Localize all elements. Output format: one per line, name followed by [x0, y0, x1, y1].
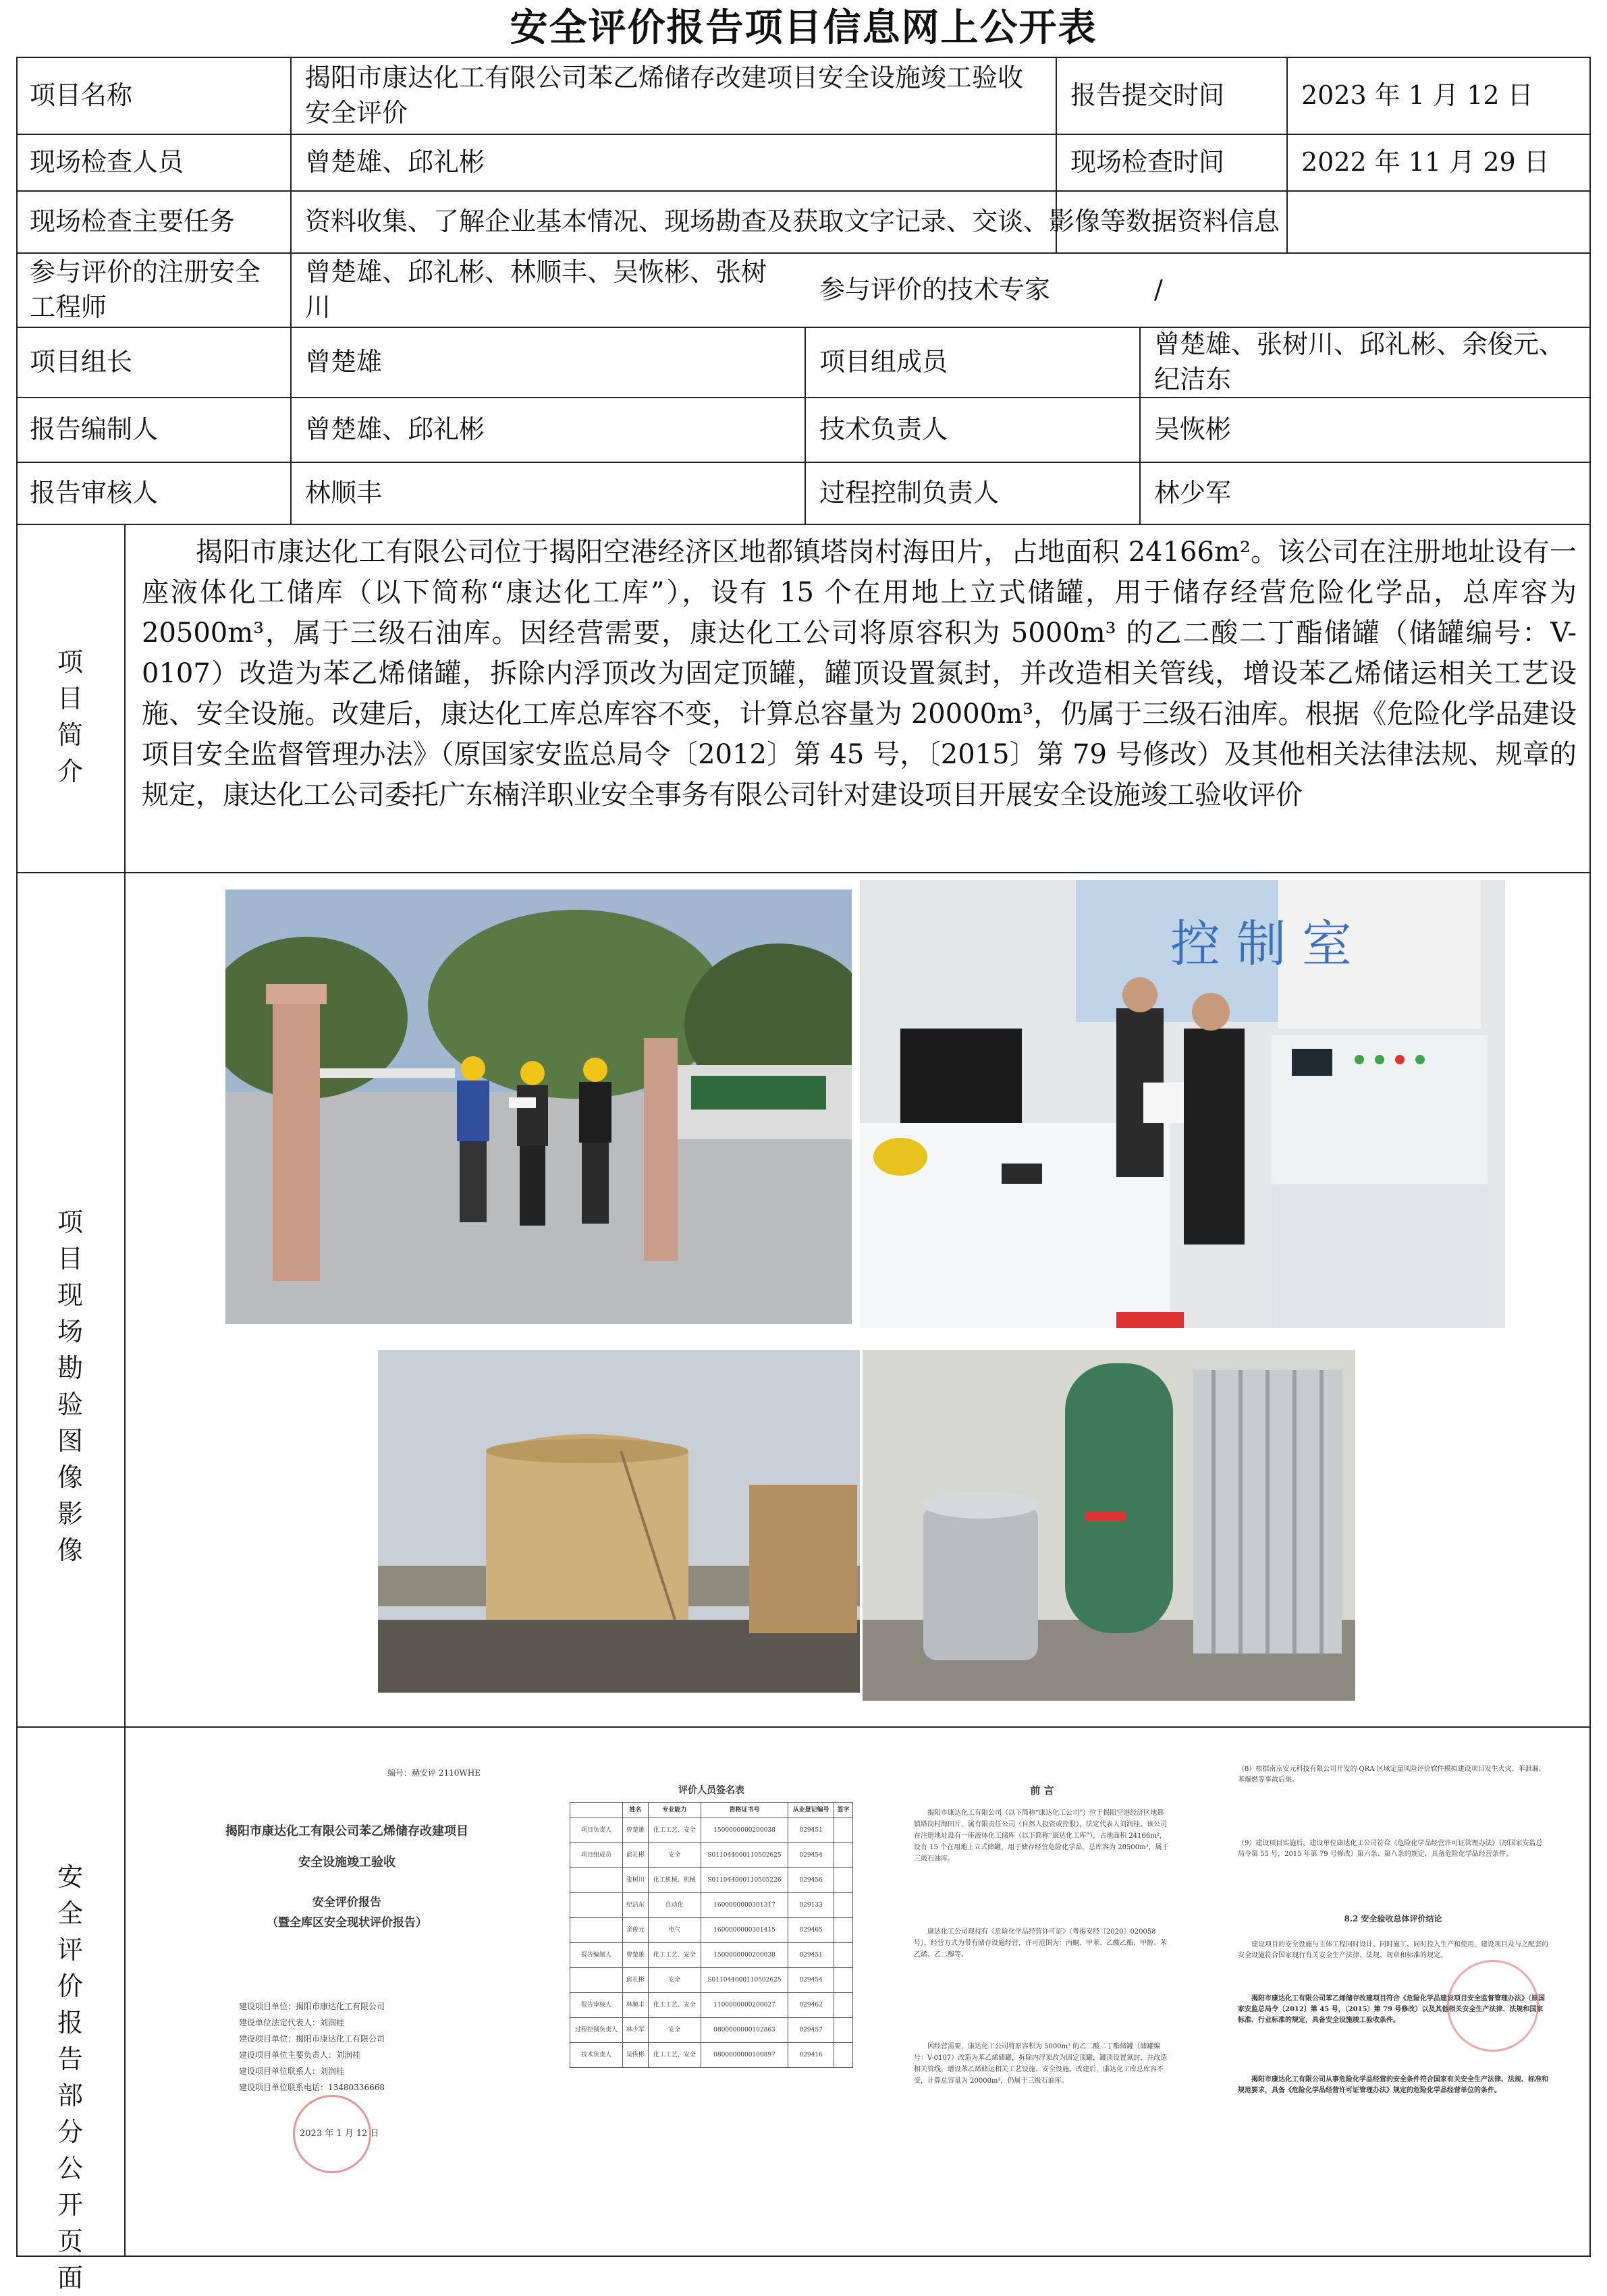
signature-cell	[834, 1893, 853, 1918]
reviewer-value: 林顺丰	[305, 478, 383, 508]
staff-cell: 林顺丰	[622, 1993, 648, 2018]
intro-text: 揭阳市康达化工有限公司位于揭阳空港经济区地都镇塔岗村海田片，占地面积 24166m²。该公司在注册地址设有一座液体化工储库（以下简称“康达化工库”），设有 15 个在用地上立式储罐，用于储存经营危险化学品，总库容为 20500m³，属于三级石油库。因经营需要，康达化工公司将原容积为 5000m³ 的乙二酸二丁酯储罐（储罐编号：V-0107）改造为苯乙烯储罐，拆除内浮顶改为固定顶罐，罐顶设置氮封，并改造相关管线，增设苯乙烯储运相关工艺设施、安全设施。改建后，康达化工库总库容不变，计算总容量为 20000m³，仍属于三级石油库。根据《危险化学品建设项目安全监督管理办法》（原国家安监总局令〔2012〕第 45 号，〔2015〕第 79 号修改）及其他相关法律法规、规章的规定，康达化工公司委托广东楠洋职业安全事务有限公司针对建设项目开展安全设施竣工验收评价	[142, 537, 1577, 811]
conclusion-para2: （9）建设项目实施后，建设单位康达化工公司符合《危险化学品经营许可证管理办法》（原国家安监总局令第 55 号，2015 年第 79 号修改）第六条、第八条的规定，具备危险化学品经营条件。	[1238, 1840, 1543, 1858]
staff-cell: 项目组成员	[570, 1843, 623, 1868]
intro-label: 项目简介	[57, 647, 83, 786]
conclusion-section: 8.2 安全验收总体评价结论	[1344, 1914, 1442, 1923]
staff-cell: 报告审核人	[570, 1993, 623, 2018]
report-staff-page	[563, 1784, 860, 2162]
task-value: 资料收集、了解企业基本情况、现场勘查及获取文字记录、交谈、影像等数据资料信息	[305, 207, 1280, 236]
preface-para2: 康达化工公司现持有《危险化学品经营许可证》（粤揭安经〔2020〕020058 号），经营方式为带有储存设施经营，许可范围为：丙酮、甲苯、乙酸乙酯、甲醇、苯乙烯、乙二醇等。	[914, 1928, 1167, 1959]
signature-cell	[834, 1943, 853, 1968]
staff-cell	[570, 1893, 623, 1918]
staff-cell: 化工工艺、安全	[648, 1993, 701, 2018]
staff-cell: 张树川	[622, 1868, 648, 1893]
staff-cell: 林少军	[622, 2018, 648, 2043]
staff-cell: 1100000000200027	[701, 1993, 788, 2018]
staff-cell: 过程控制负责人	[570, 2018, 623, 2043]
staff-cell: 029456	[788, 1868, 834, 1893]
page-title: 安全评价报告项目信息网上公开表	[510, 5, 1097, 50]
conclusion-para4: 揭阳市康达化工有限公司苯乙烯储存改建项目符合《危险化学品建设项目安全监督管理办法》（原国家安监总局令〔2012〕第 45 号，〔2015〕第 79 号修改）以及其他相关安全生产法律、法规和国家标准、行业标准的规定，具备安全设施竣工验收条件。	[1238, 1995, 1545, 2024]
cover-main-person: 建设项目单位主要负责人：刘润桂	[239, 2050, 361, 2060]
cover-title3: 安全评价报告	[312, 1896, 381, 1909]
staff-cell: S011044000110505226	[701, 1868, 788, 1893]
table-row	[570, 1893, 853, 1918]
table-row	[570, 1968, 853, 1993]
cover-phone: 建设项目单位联系电话：13480336668	[239, 2083, 385, 2092]
signature-cell	[834, 1868, 853, 1893]
staff-cell: 029465	[788, 1918, 834, 1943]
staff-cell: 029416	[788, 2043, 834, 2068]
conclusion-para3: 建设项目的安全设施与主体工程同时设计、同时施工、同时投入生产和使用，建设项目及与之配套的安全设施符合国家现行有关安全生产法律、法规、规章和标准的规定。	[1238, 1941, 1548, 1959]
report-conclusion-page	[1224, 1737, 1562, 2230]
staff-cell: 吴恢彬	[622, 2043, 648, 2068]
staff-header-cell: 专业能力	[648, 1803, 701, 1818]
staff-cell	[570, 1968, 623, 1993]
staff-cell: 029454	[788, 1843, 834, 1868]
inspect-time-label: 现场检查时间	[1070, 147, 1225, 177]
signature-cell	[834, 2043, 853, 2068]
members-label: 项目组成员	[819, 347, 948, 377]
inspector-value: 曾楚雄、邱礼彬	[305, 147, 485, 177]
staff-header-cell	[570, 1803, 623, 1818]
preface-title: 前 言	[1030, 1784, 1054, 1797]
control-room-photo	[860, 880, 1505, 1328]
staff-cell: 1600000000301317	[701, 1893, 788, 1918]
storage-tank-photo	[378, 1350, 860, 1693]
staff-cell: S011044000110502625	[701, 1843, 788, 1868]
tech-label: 技术负责人	[819, 414, 948, 444]
signature-cell	[834, 2018, 853, 2043]
staff-cell: 曾楚雄	[622, 1818, 648, 1843]
leader-value: 曾楚雄	[305, 347, 383, 377]
cover-title4: （暨全库区安全现状评价报告）	[267, 1916, 427, 1930]
preface-para3: 因经营需要，康达化工公司将原容积为 5000m³ 的乙二酸二丁酯储罐（储罐编号：V-0107）改造为苯乙烯储罐，拆除内浮顶改为固定顶罐，罐顶设置氮封，并改造相关管线，增设苯乙烯储运相关工艺设施、安全设施。改建后，康达化工库总库容不变，计算总容量为 20000m³，仍属于三级石油库。	[914, 2043, 1168, 2085]
staff-cell: 1600000000301415	[701, 1918, 788, 1943]
table-row	[570, 1918, 853, 1943]
signature-cell	[834, 1843, 853, 1868]
staff-cell: 项目负责人	[570, 1818, 623, 1843]
project-name-label: 项目名称	[30, 80, 133, 110]
staff-cell: 邱礼彬	[622, 1968, 648, 1993]
staff-cell: 报告编制人	[570, 1943, 623, 1968]
table-row	[570, 1943, 853, 1968]
staff-title: 评价人员签名表	[678, 1785, 744, 1796]
conclusion-para5: 揭阳市康达化工有限公司从事危险化学品经营的安全条件符合国家有关安全生产法律、法规、标准和规范要求，具备《危险化学品经营许可证管理办法》规定的危险化学品经营单位的条件。	[1238, 2076, 1548, 2094]
signature-cell	[834, 1918, 853, 1943]
report-cover-page	[185, 1737, 509, 2223]
task-label: 现场检查主要任务	[30, 207, 236, 236]
staff-cell: 安全	[648, 2018, 701, 2043]
staff-cell: 技术负责人	[570, 2043, 623, 2068]
leader-label: 项目组长	[30, 347, 133, 377]
experts-value: /	[1154, 275, 1163, 304]
staff-cell: 029457	[788, 2018, 834, 2043]
report-label: 安全评价报告部分公开页面	[57, 1862, 83, 2293]
compiler-value: 曾楚雄、邱礼彬	[305, 414, 485, 444]
staff-header-row	[570, 1803, 853, 1818]
staff-cell: 029451	[788, 1943, 834, 1968]
staff-cell: 化工机械、机械	[648, 1868, 701, 1893]
tech-value: 吴恢彬	[1154, 414, 1232, 444]
staff-table	[570, 1802, 853, 2068]
staff-cell: 纪洁东	[622, 1893, 648, 1918]
inspector-label: 现场检查人员	[30, 147, 184, 177]
cover-date: 2023 年 1 月 12 日	[300, 2129, 379, 2139]
staff-header-cell: 签字	[834, 1803, 853, 1818]
nitrogen-equipment-photo	[863, 1350, 1355, 1701]
staff-header-cell: 姓名	[622, 1803, 648, 1818]
experts-label: 参与评价的技术专家	[819, 275, 1051, 304]
info-table	[16, 57, 1591, 2293]
evaluator-seal-icon	[1447, 1960, 1539, 2052]
staff-cell: 1500000000200038	[701, 1818, 788, 1843]
staff-cell: 0800000000100897	[701, 2043, 788, 2068]
process-value: 林少军	[1154, 478, 1232, 508]
members-value: 曾楚雄、张树川、邱礼彬、余俊元、纪洁东	[1154, 329, 1565, 394]
staff-cell: 029454	[788, 1968, 834, 1993]
cover-number: 编号：赫安评 2110WHE	[387, 1768, 481, 1778]
staff-cell: 安全	[648, 1968, 701, 1993]
staff-cell: 化工工艺、安全	[648, 2043, 701, 2068]
photos-label: 项目现场勘验图像影像	[57, 1207, 83, 1565]
staff-cell	[570, 1918, 623, 1943]
table-row	[570, 1868, 853, 1893]
submit-time-value: 2023 年 1 月 12 日	[1301, 80, 1533, 110]
staff-cell: 029462	[788, 1993, 834, 2018]
staff-cell: 曾楚雄	[622, 1943, 648, 1968]
staff-cell: 029133	[788, 1893, 834, 1918]
staff-header-cell: 从业登记编号	[788, 1803, 834, 1818]
conclusion-para1: （8）根据南京安元科技有限公司开发的 QRA 区域定量风险评价软件模拟建设项目发生火灾、苯泄漏、苯爆燃等事故后果。	[1238, 1766, 1546, 1784]
staff-cell: 自动化	[648, 1893, 701, 1918]
staff-cell: 余俊元	[622, 1918, 648, 1943]
staff-cell: 邱礼彬	[622, 1843, 648, 1868]
cover-unit: 建设项目单位：揭阳市康达化工有限公司	[239, 2002, 385, 2011]
cover-title1: 揭阳市康达化工有限公司苯乙烯储存改建项目	[225, 1824, 468, 1838]
staff-cell: 化工工艺、安全	[648, 1943, 701, 1968]
staff-cell: 1500000000200038	[701, 1943, 788, 1968]
table-row	[570, 1843, 853, 1868]
engineers-value: 曾楚雄、邱礼彬、林顺丰、吴恢彬、张树川	[305, 257, 767, 322]
cover-legal: 建设单位法定代表人：刘润桂	[239, 2018, 345, 2027]
signature-cell	[834, 1818, 853, 1843]
signature-cell	[834, 1993, 853, 2018]
compiler-label: 报告编制人	[30, 414, 159, 444]
engineers-label: 参与评价的注册安全工程师	[30, 257, 261, 322]
staff-cell: 化工工艺、安全	[648, 1818, 701, 1843]
table-row	[570, 2043, 853, 2068]
staff-cell: 电气	[648, 1918, 701, 1943]
staff-cell: 029451	[788, 1818, 834, 1843]
table-row	[570, 1993, 853, 2018]
staff-cell: 安全	[648, 1843, 701, 1868]
staff-cell: S011044000110502625	[701, 1968, 788, 1993]
reviewer-label: 报告审核人	[30, 478, 159, 508]
preface-para1: 揭阳市康达化工有限公司（以下简称“康达化工公司”）位于揭阳空港经济区地都镇塔岗村海田片，属有限责任公司（自然人投资或控股），法定代表人刘润桂。该公司在注册地址设有一座液体化工储库（以下简称“康达化工库”），占地面积 24166m²，设有 15 个在用地上立式储罐，用于储存经营危险化学品，总库容为 20500m³，属于三级石油库。	[914, 1809, 1169, 1863]
signature-cell	[834, 1968, 853, 1993]
site-gate-photo	[225, 890, 852, 1324]
table-row	[570, 2018, 853, 2043]
staff-cell: 0800000000102863	[701, 2018, 788, 2043]
table-row	[570, 1818, 853, 1843]
cover-main-unit: 建设项目单位：揭阳市康达化工有限公司	[239, 2034, 385, 2044]
staff-header-cell: 资格证书号	[701, 1803, 788, 1818]
inspect-time-value: 2022 年 11 月 29 日	[1301, 147, 1550, 177]
staff-cell	[570, 1868, 623, 1893]
process-label: 过程控制负责人	[819, 478, 1000, 508]
submit-time-label: 报告提交时间	[1070, 80, 1225, 110]
cover-contact: 建设项目单位联系人：刘润桂	[239, 2067, 345, 2076]
cover-title2: 安全设施竣工验收	[298, 1855, 396, 1869]
project-name-value: 揭阳市康达化工有限公司苯乙烯储存改建项目安全设施竣工验收安全评价	[305, 63, 1024, 128]
report-preface-page	[900, 1757, 1184, 2216]
control-room-sign: 控 制 室	[1170, 915, 1353, 973]
